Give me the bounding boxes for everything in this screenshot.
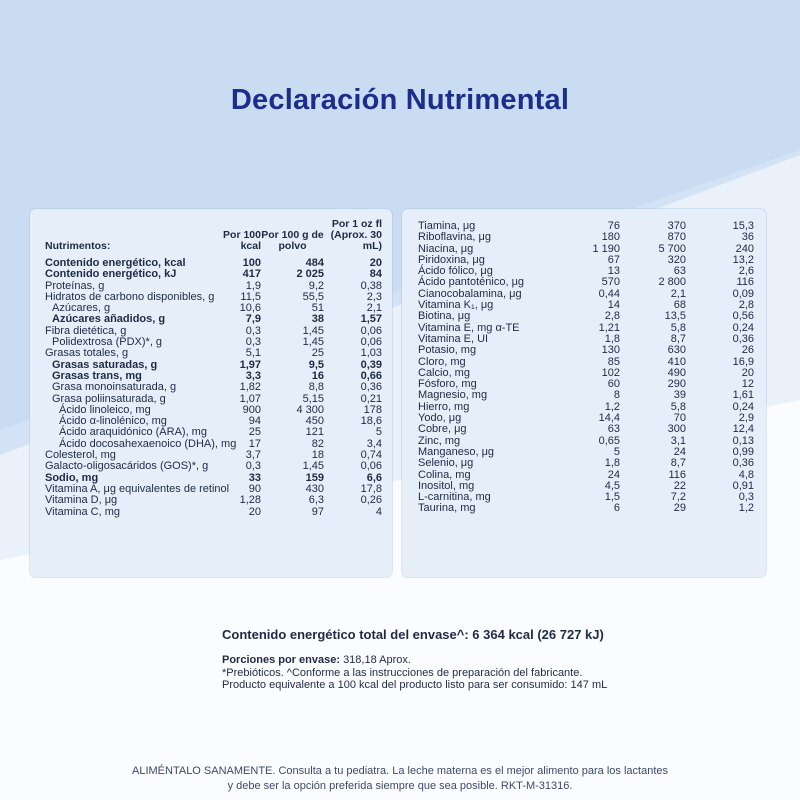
nutrient-name: Calcio, mg — [418, 366, 470, 379]
value-per-100-g: 63 — [673, 265, 686, 278]
nutrient-name: Fibra dietética, g — [45, 324, 127, 337]
value-per-100-g: 1,45 — [302, 324, 324, 337]
nutrition-table-right-panel — [402, 209, 766, 577]
value-per-100-g: 6,3 — [308, 494, 324, 507]
value-per-100-g: 3,1 — [670, 434, 686, 447]
value-per-1-oz: 0,91 — [732, 479, 754, 492]
value-per-1-oz: 0,24 — [732, 400, 754, 413]
nutrient-name: Grasa monoinsaturada, g — [52, 381, 177, 394]
portions-line — [222, 654, 782, 667]
value-per-100-g: 9,2 — [308, 279, 324, 292]
value-per-1-oz: 4 — [375, 505, 382, 518]
value-per-1-oz: 0,56 — [732, 310, 754, 323]
value-per-100-kcal: 20 — [248, 505, 261, 518]
value-per-100-g: 290 — [667, 378, 686, 391]
value-per-100-kcal: 17 — [248, 437, 261, 450]
value-per-1-oz: 15,3 — [732, 220, 754, 232]
nutrient-name: Grasas trans, mg — [52, 369, 142, 382]
nutrient-name: Polidextrosa (PDX)*, g — [52, 336, 163, 349]
value-per-100-g: 8,8 — [308, 381, 324, 394]
value-per-100-g: 5 700 — [658, 242, 686, 255]
nutrient-name: Cianocobalamina, μg — [418, 287, 522, 300]
value-per-100-kcal: 0,3 — [245, 460, 261, 473]
value-per-1-oz: 20 — [741, 366, 754, 379]
value-per-100-kcal: 130 — [601, 344, 620, 357]
value-per-1-oz: 2,8 — [738, 299, 754, 312]
nutrient-name: Colesterol, mg — [45, 449, 116, 462]
value-per-100-g: 39 — [673, 389, 686, 402]
value-per-100-g: 13,5 — [664, 310, 686, 323]
table-row — [45, 269, 382, 280]
value-per-100-kcal: 900 — [242, 403, 261, 416]
nutrient-name: Contenido energético, kJ — [45, 268, 177, 281]
value-per-100-kcal: 570 — [601, 276, 620, 289]
nutrient-name: Ácido α-linolénico, mg — [59, 415, 167, 428]
value-per-1-oz: 0,13 — [732, 434, 754, 447]
value-per-100-g: 430 — [305, 482, 324, 495]
value-per-100-kcal: 1,07 — [239, 392, 261, 405]
value-per-100-g: 18 — [311, 449, 324, 462]
value-per-1-oz: 5 — [375, 426, 382, 439]
nutrient-name: Grasa poliinsaturada, g — [52, 392, 166, 405]
nutrient-name: Colina, mg — [418, 468, 471, 481]
table-row — [45, 461, 382, 472]
value-per-1-oz: 0,66 — [360, 369, 382, 382]
header-per-100-kcal: Por 100 kcal — [223, 229, 261, 252]
value-per-100-kcal: 24 — [607, 468, 620, 481]
value-per-100-kcal: 60 — [607, 378, 620, 391]
value-per-100-g: 5,8 — [670, 400, 686, 413]
value-per-100-kcal: 25 — [248, 426, 261, 439]
table-row — [418, 424, 754, 435]
nutrient-name: Hierro, mg — [418, 400, 470, 413]
value-per-100-kcal: 4,5 — [604, 479, 620, 492]
nutrient-name: Contenido energético, kcal — [45, 257, 186, 269]
nutrient-name: Galacto-oligosacáridos (GOS)*, g — [45, 460, 209, 473]
nutrient-name: Vitamina E, mg α-TE — [418, 321, 520, 334]
value-per-1-oz: 0,06 — [360, 460, 382, 473]
value-per-100-kcal: 63 — [607, 423, 620, 436]
value-per-100-g: 2 025 — [296, 268, 324, 281]
value-per-1-oz: 178 — [363, 403, 382, 416]
table-row — [418, 413, 754, 424]
value-per-100-g: 16 — [311, 369, 324, 382]
value-per-100-g: 8,7 — [670, 457, 686, 470]
value-per-100-kcal: 33 — [248, 471, 261, 484]
value-per-100-kcal: 5,1 — [245, 347, 261, 360]
table-row — [418, 458, 754, 469]
value-per-100-g: 1,45 — [302, 460, 324, 473]
value-per-1-oz: 0,26 — [360, 494, 382, 507]
value-per-1-oz: 0,36 — [732, 457, 754, 470]
value-per-1-oz: 26 — [741, 344, 754, 357]
header-nutrients: Nutrimentos: — [45, 240, 111, 252]
value-per-100-kcal: 13 — [607, 265, 620, 278]
value-per-100-kcal: 417 — [242, 268, 261, 281]
value-per-100-kcal: 1,5 — [604, 491, 620, 504]
value-per-100-g: 121 — [305, 426, 324, 439]
value-per-100-g: 159 — [305, 471, 324, 484]
value-per-1-oz: 4,8 — [738, 468, 754, 481]
table-row — [418, 402, 754, 413]
value-per-100-g: 116 — [668, 468, 686, 481]
nutrient-name: Biotina, μg — [418, 310, 471, 323]
table-row — [45, 348, 382, 359]
value-per-1-oz: 17,8 — [360, 482, 382, 495]
value-per-1-oz: 18,6 — [360, 415, 382, 428]
value-per-100-g: 68 — [673, 299, 686, 312]
nutrient-name: Zinc, mg — [418, 434, 461, 447]
value-per-1-oz: 0,06 — [360, 324, 382, 337]
nutrient-name: Fósforo, mg — [418, 378, 477, 391]
value-per-100-kcal: 6 — [613, 502, 620, 515]
value-per-100-kcal: 90 — [248, 482, 261, 495]
nutrient-name: Inositol, mg — [418, 479, 475, 492]
table-row — [418, 503, 754, 514]
nutrient-name: Hidratos de carbono disponibles, g — [45, 290, 215, 303]
value-per-100-g: 484 — [305, 257, 324, 269]
nutrient-name: Grasas saturadas, g — [52, 358, 158, 371]
header-per-100-g: Por 100 g de polvo — [261, 229, 324, 252]
value-per-100-g: 2,1 — [670, 287, 686, 300]
value-per-1-oz: 6,6 — [366, 471, 382, 484]
value-per-1-oz: 20 — [369, 257, 382, 269]
value-per-100-g: 29 — [673, 502, 686, 515]
value-per-100-g: 25 — [311, 347, 324, 360]
value-per-100-kcal: 0,65 — [598, 434, 620, 447]
nutrient-name: Grasas totales, g — [45, 347, 129, 360]
value-per-100-kcal: 102 — [601, 366, 620, 379]
value-per-100-kcal: 180 — [601, 231, 620, 244]
value-per-100-kcal: 0,44 — [598, 287, 620, 300]
value-per-1-oz: 2,1 — [366, 302, 382, 315]
value-per-1-oz: 36 — [741, 231, 754, 244]
nutrition-rows-left — [45, 258, 382, 518]
value-per-100-g: 24 — [673, 445, 686, 458]
table-header-row — [45, 219, 382, 258]
value-per-100-g: 38 — [311, 313, 324, 326]
value-per-1-oz: 12 — [741, 378, 754, 391]
header-per-1-oz: Por 1 oz fl (Aprox. 30 mL) — [330, 218, 382, 252]
value-per-100-kcal: 7,9 — [245, 313, 261, 326]
table-row — [45, 382, 382, 393]
value-per-100-kcal: 10,6 — [239, 302, 261, 315]
nutrition-table-left — [45, 219, 382, 518]
value-per-100-g: 9,5 — [308, 358, 324, 371]
nutrient-name: Sodio, mg — [45, 471, 99, 484]
total-energy: Contenido energético total del envase^: 6 364 kcal (26 727 kJ) — [222, 627, 604, 642]
nutrient-name: Cloro, mg — [418, 355, 466, 368]
value-per-1-oz: 1,03 — [360, 347, 382, 360]
value-per-1-oz: 240 — [735, 242, 754, 255]
value-per-100-kcal: 76 — [607, 220, 620, 232]
value-per-1-oz: 0,36 — [360, 381, 382, 394]
value-per-100-g: 7,2 — [670, 491, 686, 504]
value-per-100-kcal: 1,9 — [245, 279, 261, 292]
value-per-100-g: 97 — [311, 505, 324, 518]
legal-line-1: ALIMÉNTALO SANAMENTE. Consulta a tu pediatra. La leche materna es el mejor alimento para los lactantes — [132, 765, 668, 777]
nutrient-name: Vitamina K₁, μg — [418, 299, 494, 312]
nutrient-name: Manganeso, μg — [418, 445, 495, 458]
value-per-100-kcal: 11,5 — [240, 290, 261, 303]
value-per-1-oz: 12,4 — [732, 423, 754, 436]
value-per-1-oz: 116 — [736, 276, 754, 289]
nutrient-name: L-carnitina, mg — [418, 491, 491, 504]
value-per-1-oz: 2,6 — [738, 265, 754, 278]
value-per-1-oz: 0,74 — [360, 449, 382, 462]
value-per-1-oz: 0,06 — [360, 336, 382, 349]
portions-label: Porciones por envase: — [222, 654, 340, 666]
nutrition-rows-right — [418, 221, 754, 515]
value-per-100-g: 870 — [667, 231, 686, 244]
value-per-1-oz: 0,3 — [738, 491, 754, 504]
footer-info — [222, 627, 782, 692]
table-row — [418, 345, 754, 356]
table-row — [45, 507, 382, 518]
value-per-100-g: 370 — [667, 220, 686, 232]
value-per-1-oz: 84 — [369, 268, 382, 281]
value-per-1-oz: 0,39 — [360, 358, 382, 371]
portions-value: 318,18 Aprox. — [343, 654, 411, 666]
value-per-100-kcal: 0,3 — [245, 324, 261, 337]
nutrient-name: Yodo, μg — [418, 412, 462, 425]
value-per-100-g: 70 — [673, 412, 686, 425]
value-per-100-kcal: 100 — [242, 257, 261, 269]
value-per-100-kcal: 1,8 — [604, 332, 620, 345]
value-per-100-g: 4 300 — [296, 403, 324, 416]
value-per-100-g: 410 — [667, 355, 686, 368]
value-per-1-oz: 3,4 — [366, 437, 382, 450]
table-row — [418, 232, 754, 243]
nutrient-name: Selenio, μg — [418, 457, 474, 470]
nutrient-name: Potasio, mg — [418, 344, 477, 357]
value-per-100-g: 450 — [305, 415, 324, 428]
nutrient-name: Vitamina C, mg — [45, 505, 120, 518]
value-per-100-kcal: 2,8 — [604, 310, 620, 323]
nutrient-name: Cobre, μg — [418, 423, 467, 436]
nutrient-name: Ácido fólico, μg — [418, 265, 493, 278]
value-per-100-kcal: 0,3 — [245, 336, 261, 349]
nutrient-name: Ácido docosahexaenoico (DHA), mg — [59, 437, 237, 450]
value-per-1-oz: 1,61 — [732, 389, 754, 402]
value-per-100-g: 51 — [311, 302, 324, 315]
value-per-100-kcal: 3,3 — [245, 369, 261, 382]
value-per-1-oz: 0,21 — [360, 392, 382, 405]
value-per-100-kcal: 14,4 — [598, 412, 620, 425]
value-per-100-kcal: 1,28 — [239, 494, 261, 507]
value-per-1-oz: 0,24 — [732, 321, 754, 334]
equivalent-note: Producto equivalente a 100 kcal del producto listo para ser consumido: 147 mL — [222, 679, 608, 691]
nutrient-name: Piridoxina, μg — [418, 253, 485, 266]
value-per-1-oz: 2,9 — [738, 412, 754, 425]
value-per-100-kcal: 3,7 — [245, 449, 261, 462]
page-title: Declaración Nutrimental — [230, 84, 570, 116]
nutrient-name: Proteínas, g — [45, 279, 105, 292]
value-per-100-g: 300 — [667, 423, 686, 436]
legal-disclaimer — [0, 764, 800, 794]
nutrient-name: Magnesio, mg — [418, 389, 488, 402]
nutrient-name: Vitamina D, μg — [45, 494, 118, 507]
nutrient-name: Vitamina A, μg equivalentes de retinol — [45, 482, 230, 495]
value-per-100-g: 320 — [667, 253, 686, 266]
value-per-100-g: 1,45 — [302, 336, 324, 349]
value-per-1-oz: 2,3 — [366, 290, 382, 303]
value-per-100-g: 5,15 — [302, 392, 324, 405]
value-per-1-oz: 1,57 — [360, 313, 382, 326]
value-per-1-oz: 1,2 — [738, 502, 754, 515]
nutrient-name: Azúcares añadidos, g — [52, 313, 166, 326]
footnote: *Prebióticos. ^Conforme a las instrucciones de preparación del fabricante. — [222, 666, 583, 679]
value-per-100-g: 8,7 — [670, 332, 686, 345]
value-per-100-kcal: 5 — [613, 445, 620, 458]
value-per-1-oz: 0,38 — [360, 279, 382, 292]
nutrition-table-left-panel — [30, 209, 392, 577]
value-per-100-kcal: 1,8 — [604, 457, 620, 470]
value-per-100-g: 5,8 — [670, 321, 686, 334]
nutrient-name: Azúcares, g — [52, 302, 111, 315]
legal-line-2: y debe ser la opción preferida siempre que sea posible. RKT-M-31316. — [227, 780, 573, 792]
nutrition-table-right — [418, 221, 754, 515]
value-per-100-kcal: 1,21 — [598, 321, 620, 334]
value-per-100-g: 82 — [311, 437, 324, 450]
value-per-1-oz: 0,99 — [732, 445, 754, 458]
value-per-100-kcal: 1 190 — [592, 242, 620, 255]
value-per-100-kcal: 1,97 — [239, 358, 261, 371]
value-per-100-kcal: 1,2 — [604, 400, 620, 413]
value-per-100-kcal: 1,82 — [239, 381, 261, 394]
value-per-100-g: 490 — [667, 366, 686, 379]
value-per-100-g: 630 — [667, 344, 686, 357]
value-per-100-kcal: 8 — [613, 389, 620, 402]
nutrient-name: Ácido araquidónico (ARA), mg — [59, 426, 207, 439]
value-per-1-oz: 13,2 — [732, 253, 754, 266]
nutrient-name: Riboflavina, μg — [418, 231, 491, 244]
nutrient-name: Ácido pantoténico, μg — [418, 276, 525, 289]
table-row — [45, 495, 382, 506]
value-per-100-g: 55,5 — [302, 290, 324, 303]
value-per-1-oz: 16,9 — [732, 355, 754, 368]
value-per-100-kcal: 85 — [607, 355, 620, 368]
nutrient-name: Vitamina E, UI — [418, 332, 489, 345]
value-per-100-g: 22 — [673, 479, 686, 492]
value-per-1-oz: 0,09 — [732, 287, 754, 300]
value-per-1-oz: 0,36 — [732, 332, 754, 345]
nutrient-name: Niacina, μg — [418, 242, 474, 255]
value-per-100-kcal: 94 — [248, 415, 261, 428]
value-per-100-kcal: 14 — [607, 299, 620, 312]
value-per-100-kcal: 67 — [607, 253, 620, 266]
nutrient-name: Tiamina, μg — [418, 220, 476, 232]
value-per-100-g: 2 800 — [658, 276, 686, 289]
nutrient-name: Ácido linoleico, mg — [59, 403, 151, 416]
nutrient-name: Taurina, mg — [418, 502, 476, 515]
table-row — [418, 311, 754, 322]
